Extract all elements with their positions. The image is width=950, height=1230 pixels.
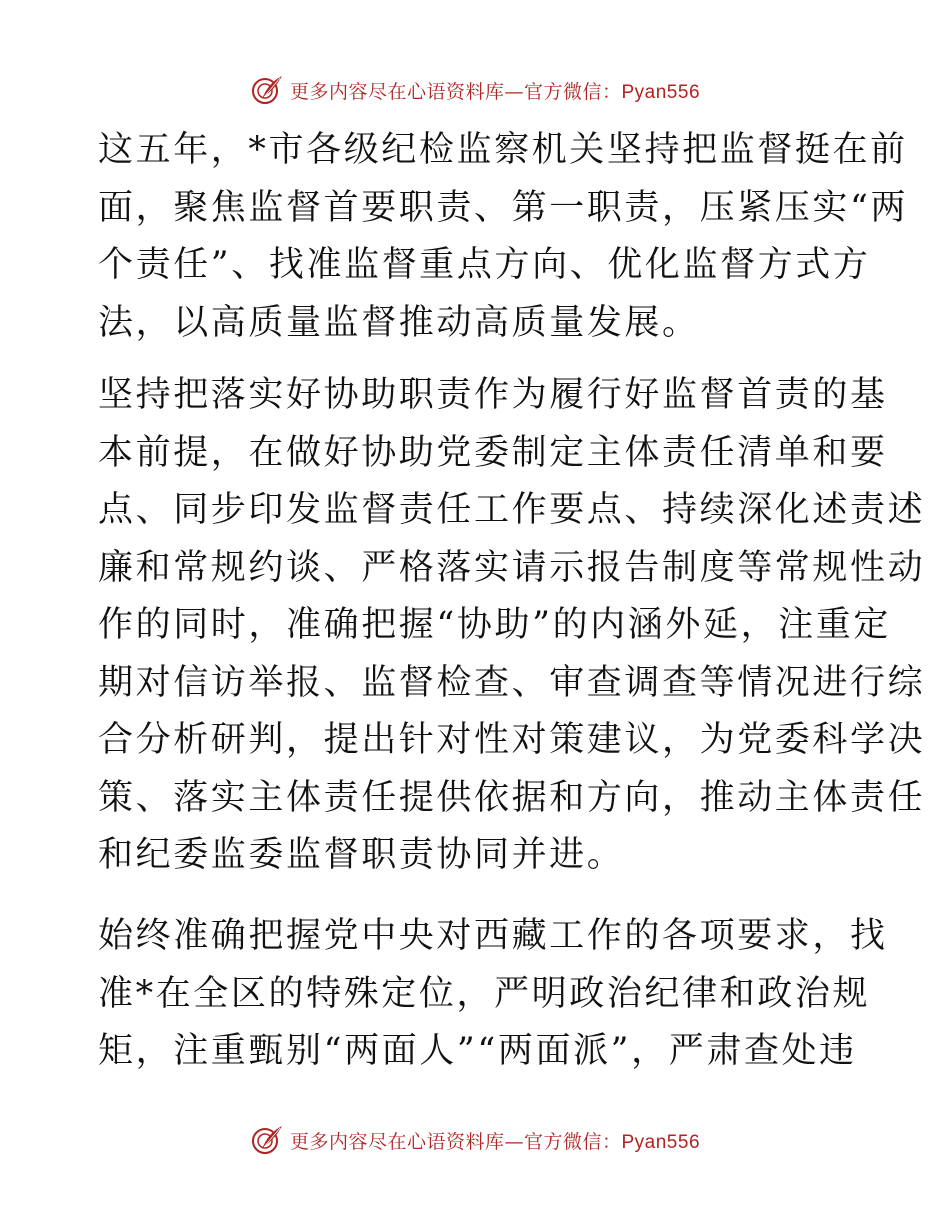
paragraph-1 bbox=[98, 122, 909, 352]
text-line: 准*在全区的特殊定位，严明政治纪律和政治规 bbox=[98, 973, 871, 1014]
header-watermark bbox=[0, 70, 950, 110]
text-line: 本前提，在做好协助党委制定主体责任清单和要 bbox=[98, 432, 888, 473]
text-line: 合分析研判，提出针对性对策建议，为党委科学决 bbox=[98, 720, 926, 760]
text-line: 策、落实主体责任提供依据和方向，推动主体责任 bbox=[98, 777, 926, 818]
feather-logo-icon bbox=[250, 73, 284, 107]
text-line: 法，以高质量监督推动高质量发展。 bbox=[98, 302, 700, 343]
text-line: 期对信访举报、监督检查、审查调查等情况进行综 bbox=[98, 662, 926, 703]
watermark-text: 更多内容尽在心语资料库—官方微信：Pyan556 bbox=[289, 1130, 701, 1153]
watermark-text: 更多内容尽在心语资料库—官方微信：Pyan556 bbox=[289, 80, 701, 103]
paragraph-3 bbox=[98, 908, 888, 1081]
feather-logo-icon bbox=[250, 1123, 284, 1157]
text-line: 矩，注重甄别“两面人”“两面派”，严肃查处违 bbox=[98, 1031, 857, 1071]
text-line: 坚持把落实好协助职责作为履行好监督首责的基 bbox=[98, 375, 888, 415]
text-line: 作的同时，准确把握“协助”的内涵外延，注重定 bbox=[98, 605, 891, 645]
paragraph-2 bbox=[98, 367, 926, 885]
text-line: 始终准确把握党中央对西藏工作的各项要求，找 bbox=[98, 916, 888, 956]
text-line: 和纪委监委监督职责协同并进。 bbox=[98, 835, 625, 875]
text-line: 个责任”、找准监督重点方向、优化监督方式方 bbox=[98, 245, 871, 285]
text-line: 廉和常规约谈、严格落实请示报告制度等常规性动 bbox=[98, 547, 926, 588]
text-line: 点、同步印发监督责任工作要点、持续深化述责述 bbox=[98, 490, 926, 530]
text-line: 这五年，*市各级纪检监察机关坚持把监督挺在前 bbox=[98, 130, 908, 170]
text-line: 面，聚焦监督首要职责、第一职责，压紧压实“两 bbox=[98, 187, 909, 228]
footer-watermark bbox=[0, 1120, 950, 1160]
